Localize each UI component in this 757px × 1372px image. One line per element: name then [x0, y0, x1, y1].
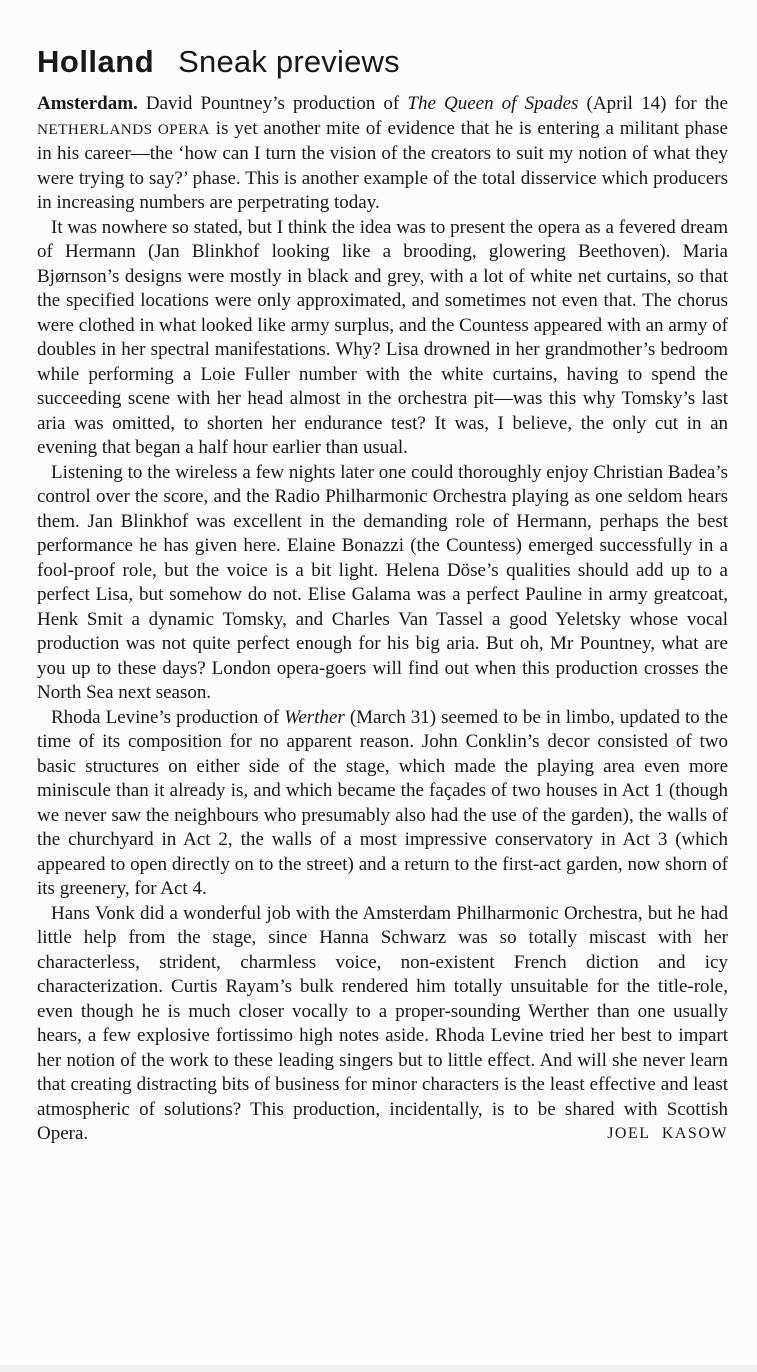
text-segment-italic: Werther — [284, 706, 345, 728]
page-bottom-edge — [0, 1365, 757, 1372]
paragraph — [37, 461, 728, 706]
masthead — [37, 44, 728, 80]
text-segment-normal: is yet another mite of evidence that he is entering a militant phase in his career—the ‘how can I turn the vision of the creators to suit my notion of what they were trying to say?’ phase. This is another example of the total disservice which producers in increasing numbers are perpetrating today. — [37, 117, 728, 213]
text-segment-normal: (March 31) seemed to be in limbo, updated to the time of its composition for no apparent reason. John Conklin’s decor consisted of two basic structures on either side of the stage, which made the playing area even more miniscule than it already is, and which became the façades of two houses in Act 1 (though we never saw the neighbours who presumably also had the use of the garden), the walls of the churchyard in Act 2, the walls of a most impressive conservatory in Act 3 (which appeared to open directly on to the street) and a return to the first-act garden, now shorn of its greenery, for Act 4. — [37, 706, 728, 899]
text-segment-normal: Hans Vonk did a wonderful job with the Amsterdam Philharmonic Orchestra, but he had little help from the stage, since Hanna Schwarz was so totally miscast with her characterless, strident, charmless voice, non-existent French diction and icy characterization. Curtis Rayam’s bulk rendered him totally unsuitable for the title-role, even though he is much closer vocally to a proper-sounding Werther than one usually hears, a few explosive fortissimo high notes aside. Rhoda Levine tried her best to impart her notion of the work to these leading singers but to little effect. And will she never learn that creating distracting bits of business for minor characters is the least effective and least atmospheric of solutions? This production, incidentally, is to be shared with Scottish Opera. — [37, 902, 728, 1144]
article-title: Sneak previews — [178, 44, 400, 79]
text-segment-normal: David Pountney’s production of — [137, 93, 408, 114]
article-body — [37, 92, 728, 1147]
text-segment-normal: It was nowhere so stated, but I think the idea was to present the opera as a fevered dream of Hermann (Jan Blinkhof looking like a brooding, glowering Beethoven). Maria Bjørnson’s designs were mostly in black and grey, with a lot of white net curtains, so that the specified locations were only approximated, and sometimes not even that. The chorus were clothed in what looked like army surplus, and the Countess appeared with an army of doubles in her spectral manifestations. Why? Lisa drowned in her grandmother’s bedroom while performing a Loie Fuller number with the white curtains, having to spend the succeeding scene with her head almost in the orchestra pit—was this why Tomsky’s last aria was omitted, to shorten her endurance test? It was, I believe, the only cut in an evening that began a half hour earlier than usual. — [37, 216, 728, 458]
paragraph — [37, 92, 728, 216]
text-segment-normal: Rhoda Levine’s production of — [51, 706, 285, 728]
text-segment-smallcaps: NETHERLANDS OPERA — [37, 120, 210, 138]
text-segment-normal: Listening to the wireless a few nights later one could thoroughly enjoy Christian Badea’s control over the score, and the Radio Philharmonic Orchestra playing as one seldom hears them. Jan Blinkhof was excellent in the demanding role of Hermann, perhaps the best performance he has given here. Elaine Bonazzi (the Countess) emerged successfully in a fool-proof role, but the voice is a bit light. Helena Döse’s qualities should add up to a perfect Lisa, but somehow do not. Elise Galama was a perfect Pauline in army greatcoat, Henk Smit a dynamic Tomsky, and Charles Van Tassel a good Yeletsky whose vocal production was not quite perfect enough for his big aria. But oh, Mr Pountney, what are you up to these days? London opera-goers will find out when this production crosses the North Sea next season. — [37, 461, 728, 703]
text-segment-bold: Amsterdam. — [37, 93, 138, 114]
text-segment-normal: (April 14) for the — [578, 93, 728, 114]
paragraph — [37, 216, 728, 461]
paragraph — [37, 902, 728, 1147]
paragraph — [37, 706, 728, 902]
text-segment-italic: The Queen of Spades — [407, 93, 579, 114]
byline: JOEL KASOW — [607, 1125, 728, 1142]
section-heading: Holland — [37, 44, 155, 79]
